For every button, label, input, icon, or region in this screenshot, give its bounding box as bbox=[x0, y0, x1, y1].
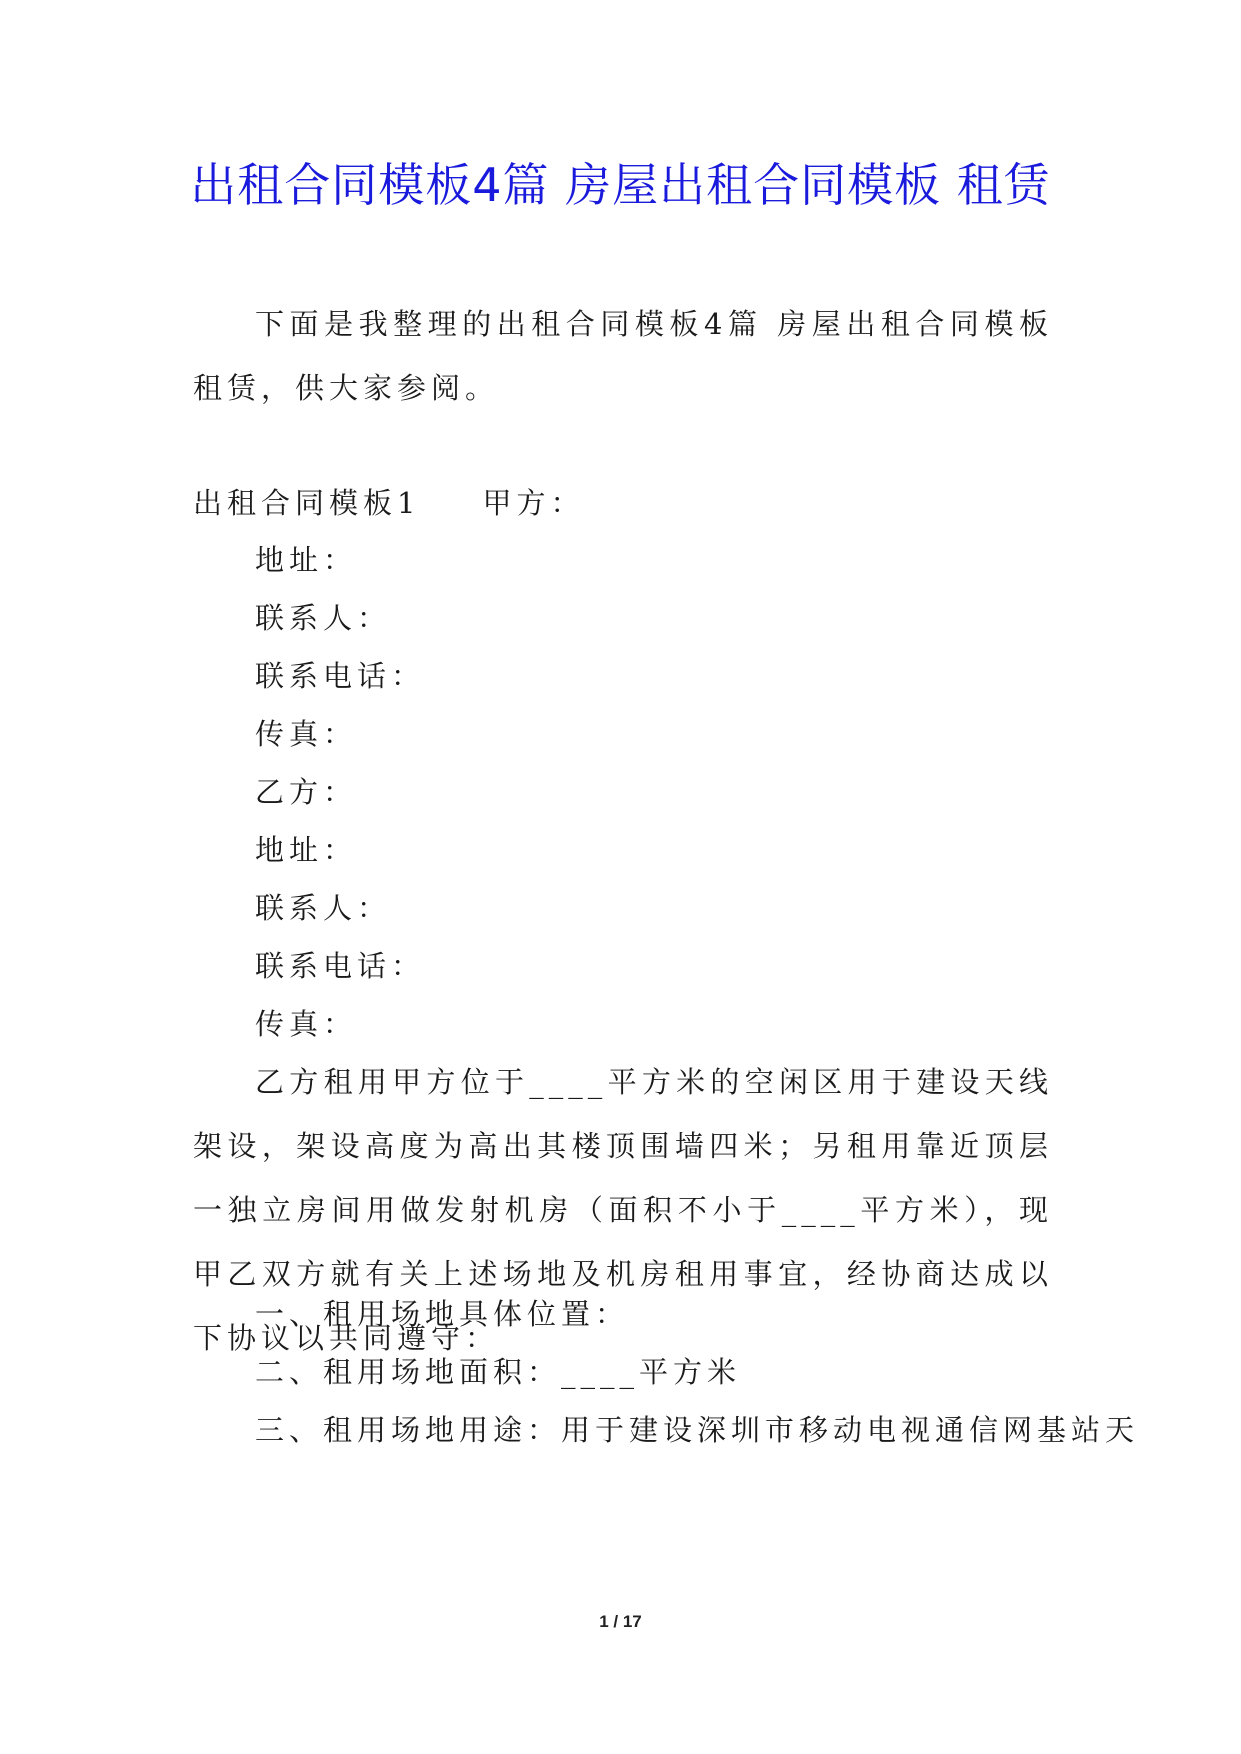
party-a-contact: 联系人： bbox=[255, 601, 392, 635]
body-paragraph: 乙方租用甲方位于____平方米的空闲区用于建设天线架设，架设高度为高出其楼顶围墙四米；另租用靠近顶层一独立房间用做发射机房（面积不小于____平方米），现甲乙双方就有关上述场地及机房租用事宜，经协商达成以下协议以共同遵守： bbox=[193, 1065, 1053, 1355]
section-heading: 出租合同模板1 bbox=[193, 486, 421, 520]
party-b-address: 地址： bbox=[255, 833, 358, 867]
clause-1: 一、租用场地具体位置： bbox=[255, 1297, 630, 1331]
document-title: 出租合同模板4篇 房屋出租合同模板 租赁 bbox=[190, 158, 1051, 212]
page-number: 1 / 17 bbox=[599, 1612, 642, 1631]
party-a-fax: 传真： bbox=[255, 717, 358, 751]
clause-2: 二、租用场地面积：____平方米 bbox=[255, 1355, 742, 1389]
party-a-label: 甲方： bbox=[482, 486, 585, 520]
party-a-address: 地址： bbox=[255, 543, 358, 577]
party-b-phone: 联系电话： bbox=[255, 949, 426, 983]
clause-3: 三、租用场地用途：用于建设深圳市移动电视通信网基站天 bbox=[255, 1413, 1140, 1447]
party-b-label: 乙方： bbox=[255, 775, 358, 809]
section-heading-line bbox=[193, 483, 584, 523]
party-b-contact: 联系人： bbox=[255, 891, 392, 925]
party-b-fax: 传真： bbox=[255, 1007, 358, 1041]
intro-paragraph: 下面是我整理的出租合同模板4篇 房屋出租合同模板 租赁，供大家参阅。 bbox=[193, 307, 1053, 405]
party-a-phone: 联系电话： bbox=[255, 659, 426, 693]
